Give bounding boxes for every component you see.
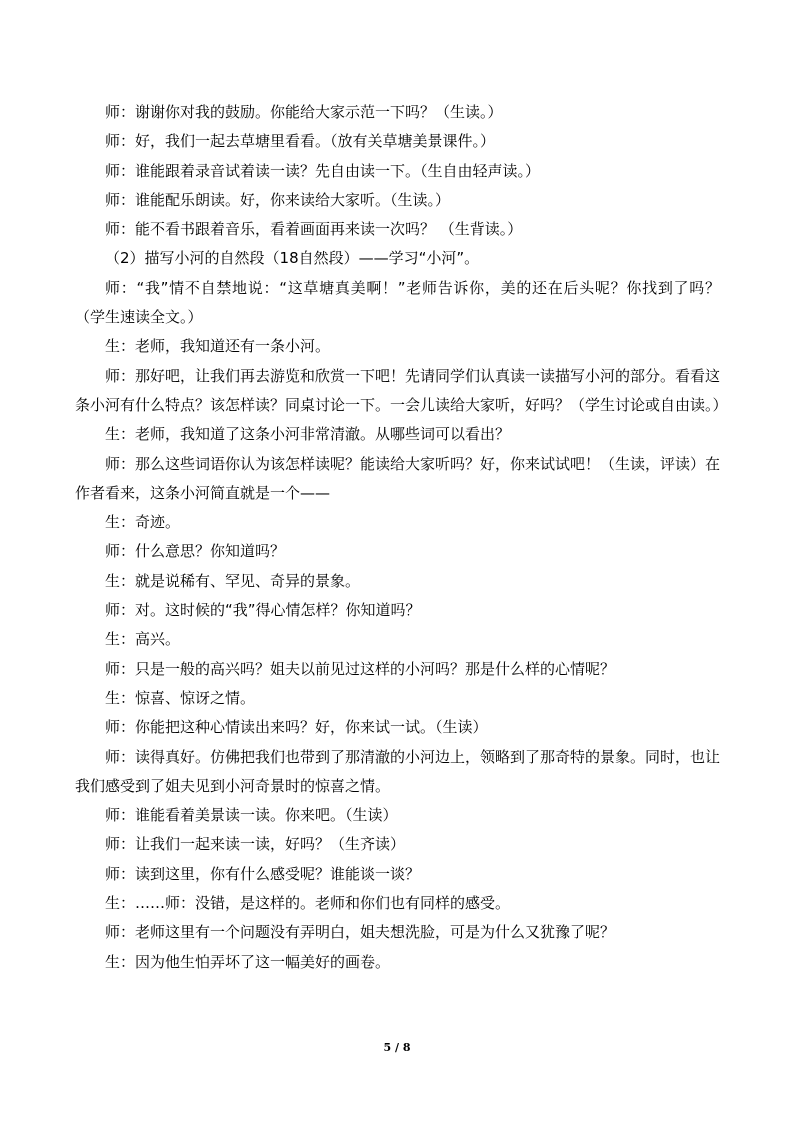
paragraph: 师：那么这些词语你认为该怎样读呢？能读给大家听吗？好，你来试试吧！（生读，评读）在作者看来，这条小河简直就是一个—— [75,454,721,502]
paragraph: 生：就是说稀有、罕见、奇异的景象。 [105,571,361,590]
paragraph: 生：老师，我知道还有一条小河。 [105,337,331,356]
paragraph: 生：高兴。 [105,630,181,649]
paragraph: 师：老师这里有一个问题没有弄明白，姐夫想洗脸，可是为什么又犹豫了呢？ [105,923,616,942]
paragraph: 师：能不看书跟着音乐，看着画面再来读一次吗？ （生背读。） [105,220,523,239]
paragraph: 生：奇迹。 [105,513,181,532]
page-number: 5 / 8 [383,1041,411,1054]
paragraph: 生：……师：没错，是这样的。老师和你们也有同样的感受。 [105,894,511,913]
paragraph: 师：让我们一起来读一读，好吗？（生齐读） [105,835,406,854]
paragraph: 师：谁能跟着录音试着读一读？先自由读一下。（生自由轻声读。） [105,161,541,180]
paragraph: 师：那好吧，让我们再去游览和欣赏一下吧！先请同学们认真读一读描写小河的部分。看看这条小河有什么特点？该怎样读？同桌讨论一下。一会儿读给大家听，好吗？（学生讨论或自由读。） [75,366,728,414]
paragraph: 生：因为他生怕弄坏了这一幅美好的画卷。 [105,952,391,971]
paragraph: 师：谢谢你对我的鼓励。你能给大家示范一下吗？（生读。） [105,103,503,121]
paragraph: 师：你能把这种心情读出来吗？好，你来试一试。（生读） [105,718,488,737]
paragraph: 师：“我”情不自禁地说：“这草塘真美啊！”老师告诉你，美的还在后头呢？你找到了吗？（学生速读全文。） [75,278,720,327]
paragraph: 师：谁能看着美景读一读。你来吧。（生读） [105,806,398,825]
paragraph: 师：什么意思？你知道吗？ [105,542,286,561]
paragraph: 生：惊喜、惊讶之情。 [105,688,256,707]
section-heading: （2）描写小河的自然段（18自然段）——学习“小河”。 [105,249,480,268]
paragraph: 生：老师，我知道了这条小河非常清澈。从哪些词可以看出？ [105,425,511,444]
paragraph: 师：谁能配乐朗读。好，你来读给大家听。（生读。） [105,190,451,209]
paragraph: 师：读得真好。仿佛把我们也带到了那清澈的小河边上，领略到了那奇特的景象。同时，也让我们感受到了姐夫见到小河奇景时的惊喜之情。 [75,747,721,795]
paragraph: 师：只是一般的高兴吗？姐夫以前见过这样的小河吗？那是什么样的心情呢？ [105,659,616,678]
paragraph: 师：好，我们一起去草塘里看看。（放有关草塘美景课件。） [105,132,496,151]
paragraph: 师：读到这里，你有什么感受呢？谁能谈一谈？ [105,864,421,883]
page-body [75,98,728,977]
paragraph: 师：对。这时候的“我”得心情怎样？你知道吗？ [105,601,421,620]
